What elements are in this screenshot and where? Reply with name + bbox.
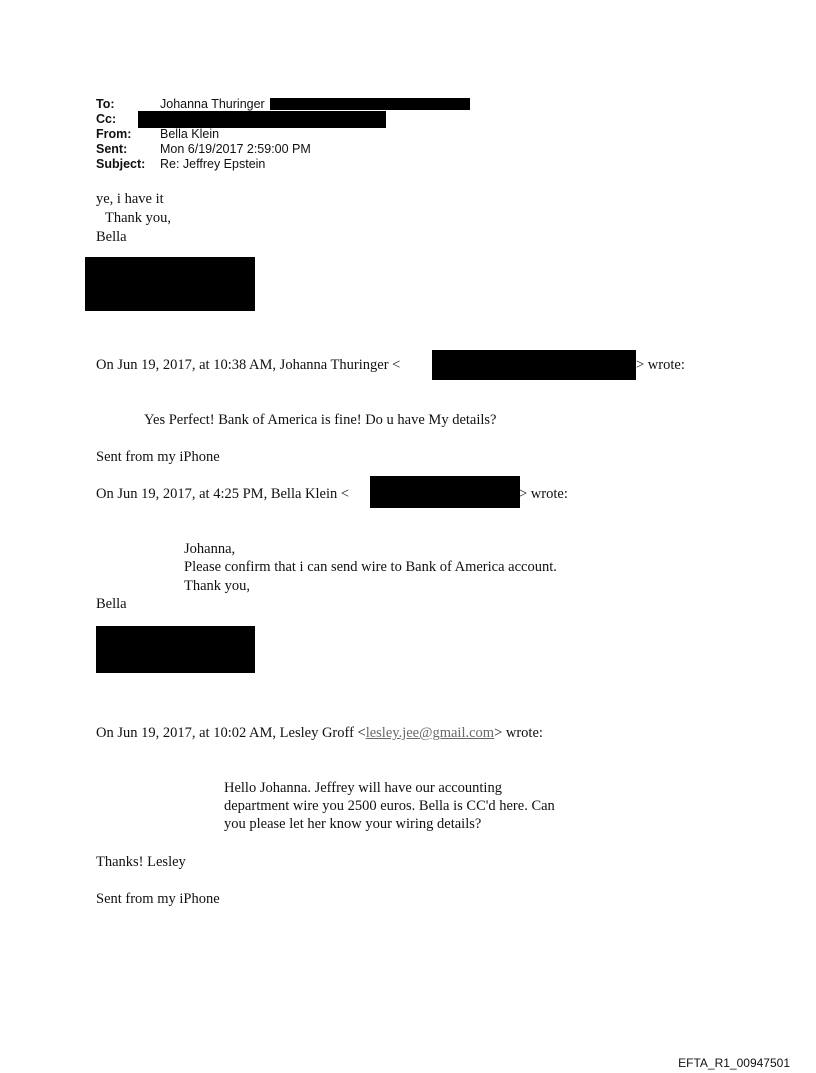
- subject-value: Re: Jeffrey Epstein: [160, 157, 266, 171]
- to-label: To:: [96, 97, 115, 111]
- quote3-intro-prefix: On Jun 19, 2017, at 10:02 AM, Lesley Groff <: [96, 725, 366, 741]
- redaction-cc: [138, 111, 386, 128]
- quote3-line-2: department wire you 2500 euros. Bella is CC'd here. Can: [224, 798, 555, 814]
- quote3-sent-from: Sent from my iPhone: [96, 891, 220, 907]
- reply-line-1: ye, i have it: [96, 191, 164, 207]
- lesley-email-link[interactable]: lesley.jee@gmail.com: [365, 725, 495, 741]
- quote1-intro-prefix: On Jun 19, 2017, at 10:38 AM, Johanna Thuringer <: [96, 357, 401, 373]
- document-id: EFTA_R1_00947501: [678, 1056, 790, 1070]
- quote2-intro-prefix: On Jun 19, 2017, at 4:25 PM, Bella Klein <: [96, 486, 350, 502]
- quote1-body: Yes Perfect! Bank of America is fine! Do u have My details?: [144, 412, 497, 428]
- redaction-signature-block-2: [96, 626, 255, 673]
- quote3-thanks: Thanks! Lesley: [96, 854, 186, 870]
- quote3-intro: [96, 724, 543, 742]
- reply-signature: Bella: [96, 229, 127, 245]
- quote3-line-3: you please let her know your wiring details?: [224, 816, 482, 832]
- quote3-intro-suffix: > wrote:: [494, 725, 543, 741]
- reply-line-2: Thank you,: [105, 210, 172, 226]
- redaction-to: [270, 98, 470, 110]
- subject-label: Subject:: [96, 157, 146, 171]
- quote2-line-2: Please confirm that i can send wire to Bank of America account.: [184, 559, 557, 575]
- quote2-line-3: Thank you,: [184, 578, 251, 594]
- to-value: Johanna Thuringer: [160, 97, 265, 111]
- redaction-signature-block-1: [85, 257, 255, 311]
- redaction-email-2: [370, 476, 520, 508]
- quote2-line-1: Johanna,: [184, 541, 236, 557]
- quote1-intro-suffix: > wrote:: [636, 357, 685, 373]
- quote2-signature: Bella: [96, 596, 127, 612]
- sent-label: Sent:: [96, 142, 128, 156]
- quote1-sent-from: Sent from my iPhone: [96, 449, 220, 465]
- redaction-email-1: [432, 350, 636, 380]
- from-label: From:: [96, 127, 132, 141]
- quote2-intro-suffix: > wrote:: [519, 486, 568, 502]
- quote3-line-1: Hello Johanna. Jeffrey will have our accounting: [224, 780, 502, 796]
- cc-label: Cc:: [96, 112, 117, 126]
- from-value: Bella Klein: [160, 127, 220, 141]
- sent-value: Mon 6/19/2017 2:59:00 PM: [160, 142, 311, 156]
